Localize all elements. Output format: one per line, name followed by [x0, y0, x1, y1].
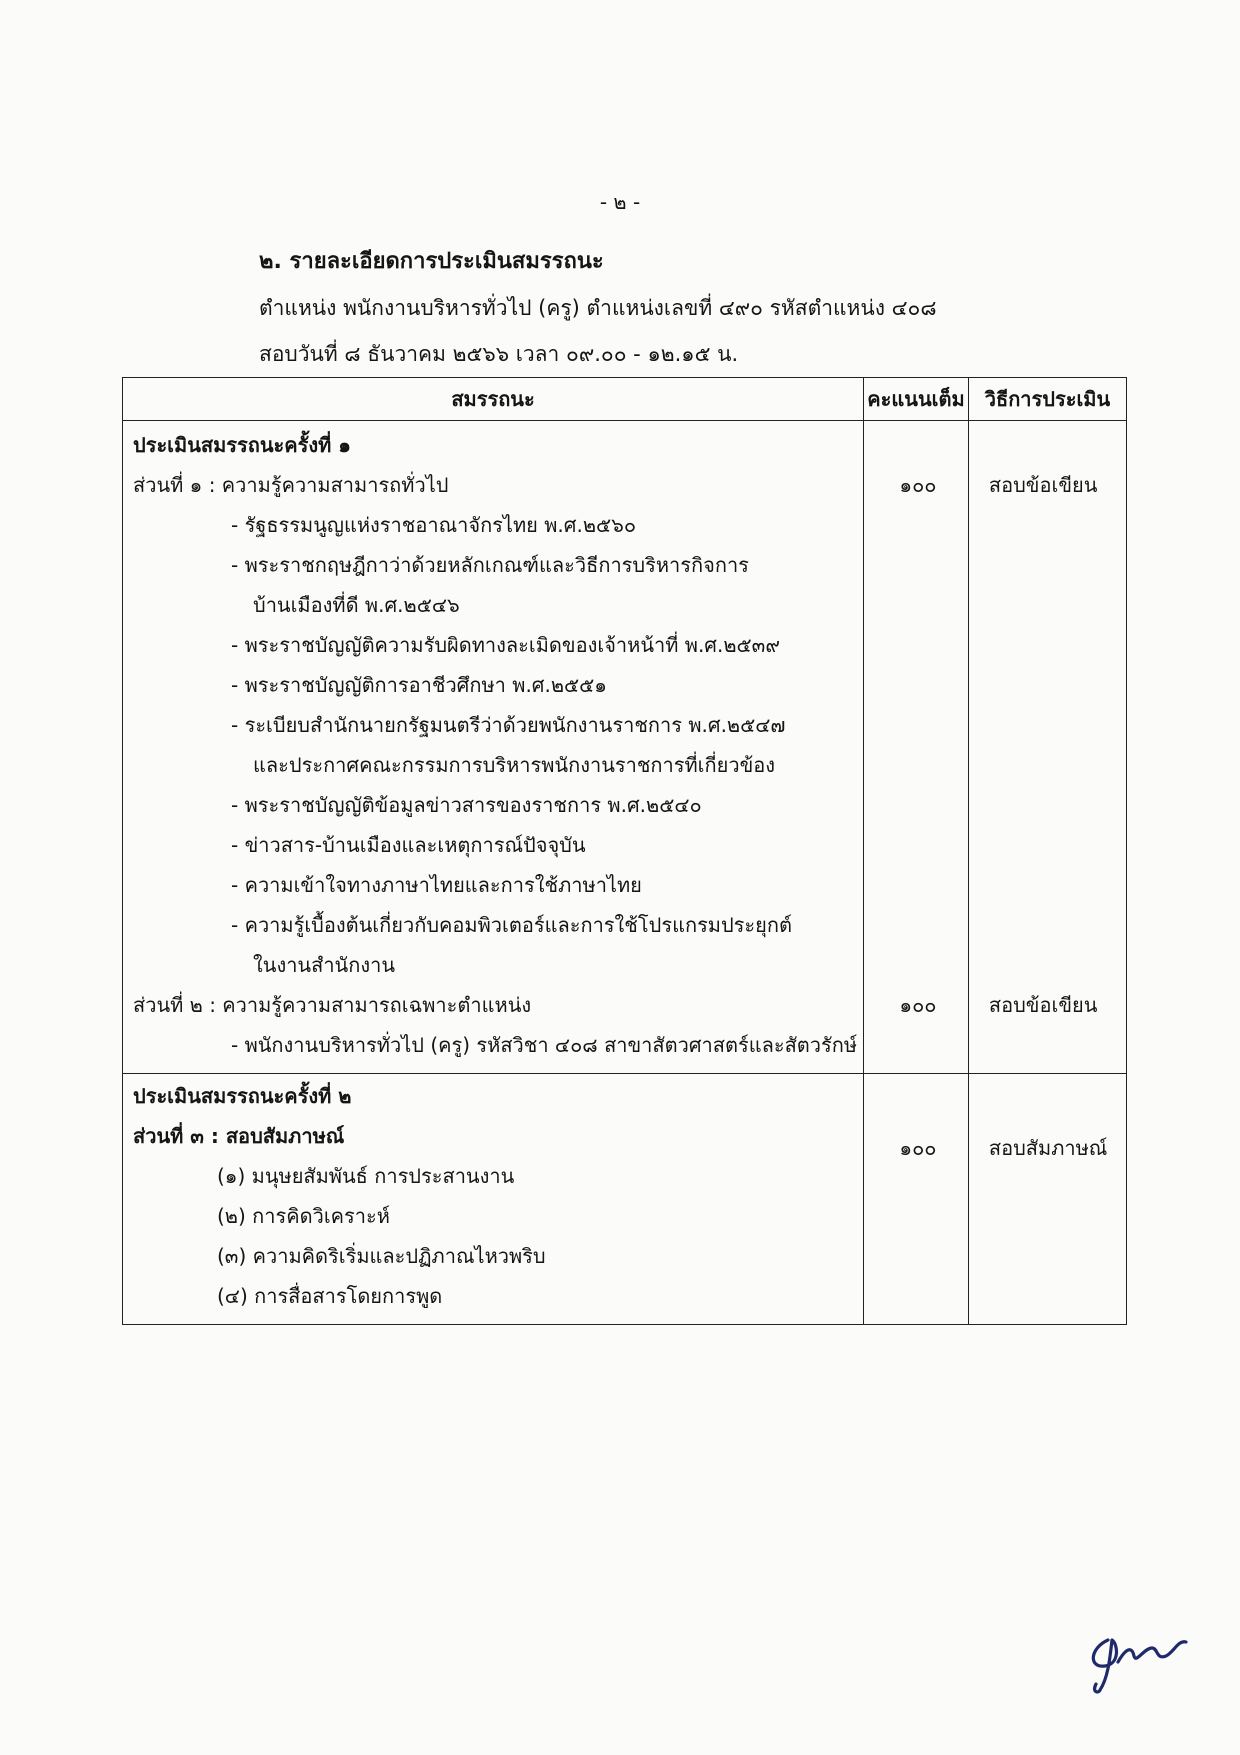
section-title: ๒. รายละเอียดการประเมินสมรรถนะ — [259, 249, 604, 274]
signature — [1070, 1618, 1220, 1708]
part1-item: - รัฐธรรมนูญแห่งราชอาณาจักรไทย พ.ศ.๒๕๖๐ — [231, 513, 637, 537]
header-method: วิธีการประเมิน — [968, 378, 1126, 421]
part1-item: - ข่าวสาร-บ้านเมืองและเหตุการณ์ปัจจุบัน — [231, 833, 586, 857]
part3-item: (๓) ความคิดริเริ่มและปฏิภาณไหวพริบ — [217, 1244, 546, 1268]
round1-row — [123, 421, 1127, 1074]
part2-score: ๑๐๐ — [899, 993, 937, 1017]
part3-score: ๑๐๐ — [899, 1136, 937, 1160]
part2-method: สอบข้อเขียน — [988, 993, 1098, 1017]
part1-item: - พระราชบัญญัติข้อมูลข่าวสารของราชการ พ.ศ.๒๕๔๐ — [231, 793, 702, 817]
part1-item: - พระราชกฤษฎีกาว่าด้วยหลักเกณฑ์และวิธีการบริหารกิจการ — [231, 553, 749, 577]
part1-item: บ้านเมืองที่ดี พ.ศ.๒๕๔๖ — [253, 593, 460, 617]
round2-row — [123, 1074, 1127, 1325]
part1-item: - ระเบียบสำนักนายกรัฐมนตรีว่าด้วยพนักงานราชการ พ.ศ.๒๕๔๗ — [231, 713, 786, 737]
part3-item: (๔) การสื่อสารโดยการพูด — [217, 1284, 443, 1308]
part3-item: (๒) การคิดวิเคราะห์ — [217, 1204, 390, 1228]
round2-methods — [968, 1074, 1126, 1325]
round1-scores — [864, 421, 969, 1074]
round1-content — [123, 421, 864, 1074]
round2-title: ประเมินสมรรถนะครั้งที่ ๒ — [133, 1084, 352, 1108]
part1-label: ส่วนที่ ๑ : ความรู้ความสามารถทั่วไป — [133, 473, 449, 497]
part1-method: สอบข้อเขียน — [988, 473, 1098, 497]
header-full-score: คะแนนเต็ม — [864, 378, 969, 421]
exam-date-line: สอบวันที่ ๘ ธันวาคม ๒๕๖๖ เวลา ๐๙.๐๐ - ๑๒.๑๕ น. — [259, 342, 739, 366]
page-number: - ๒ - — [599, 190, 641, 214]
part1-item: - พระราชบัญญัติความรับผิดทางละเมิดของเจ้าหน้าที่ พ.ศ.๒๕๓๙ — [231, 633, 781, 657]
part1-item: และประกาศคณะกรรมการบริหารพนักงานราชการที่เกี่ยวข้อง — [253, 753, 776, 777]
part3-label: ส่วนที่ ๓ : สอบสัมภาษณ์ — [133, 1124, 345, 1148]
round1-title: ประเมินสมรรถนะครั้งที่ ๑ — [133, 433, 351, 457]
part3-item: (๑) มนุษยสัมพันธ์ การประสานงาน — [217, 1164, 515, 1188]
part1-item: - ความรู้เบื้องต้นเกี่ยวกับคอมพิวเตอร์และการใช้โปรแกรมประยุกต์ — [231, 913, 792, 937]
part2-label: ส่วนที่ ๒ : ความรู้ความสามารถเฉพาะตำแหน่ง — [133, 993, 532, 1017]
part1-score: ๑๐๐ — [899, 473, 937, 497]
round2-content — [123, 1074, 864, 1325]
part3-method: สอบสัมภาษณ์ — [988, 1136, 1108, 1160]
header-competency: สมรรถนะ — [123, 378, 864, 421]
position-line: ตำแหน่ง พนักงานบริหารทั่วไป (ครู) ตำแหน่งเลขที่ ๔๙๐ รหัสตำแหน่ง ๔๐๘ — [259, 296, 937, 320]
competency-table — [122, 377, 1127, 1325]
round2-scores — [864, 1074, 969, 1325]
part1-item: - พระราชบัญญัติการอาชีวศึกษา พ.ศ.๒๕๕๑ — [231, 673, 608, 697]
table-header-row — [123, 378, 1127, 421]
part1-item: ในงานสำนักงาน — [253, 953, 395, 977]
round1-methods — [968, 421, 1126, 1074]
part2-item: - พนักงานบริหารทั่วไป (ครู) รหัสวิชา ๔๐๘ สาขาสัตวศาสตร์และสัตวรักษ์ — [231, 1033, 858, 1057]
part1-item: - ความเข้าใจทางภาษาไทยและการใช้ภาษาไทย — [231, 873, 642, 897]
signature-stroke — [1093, 1640, 1186, 1692]
